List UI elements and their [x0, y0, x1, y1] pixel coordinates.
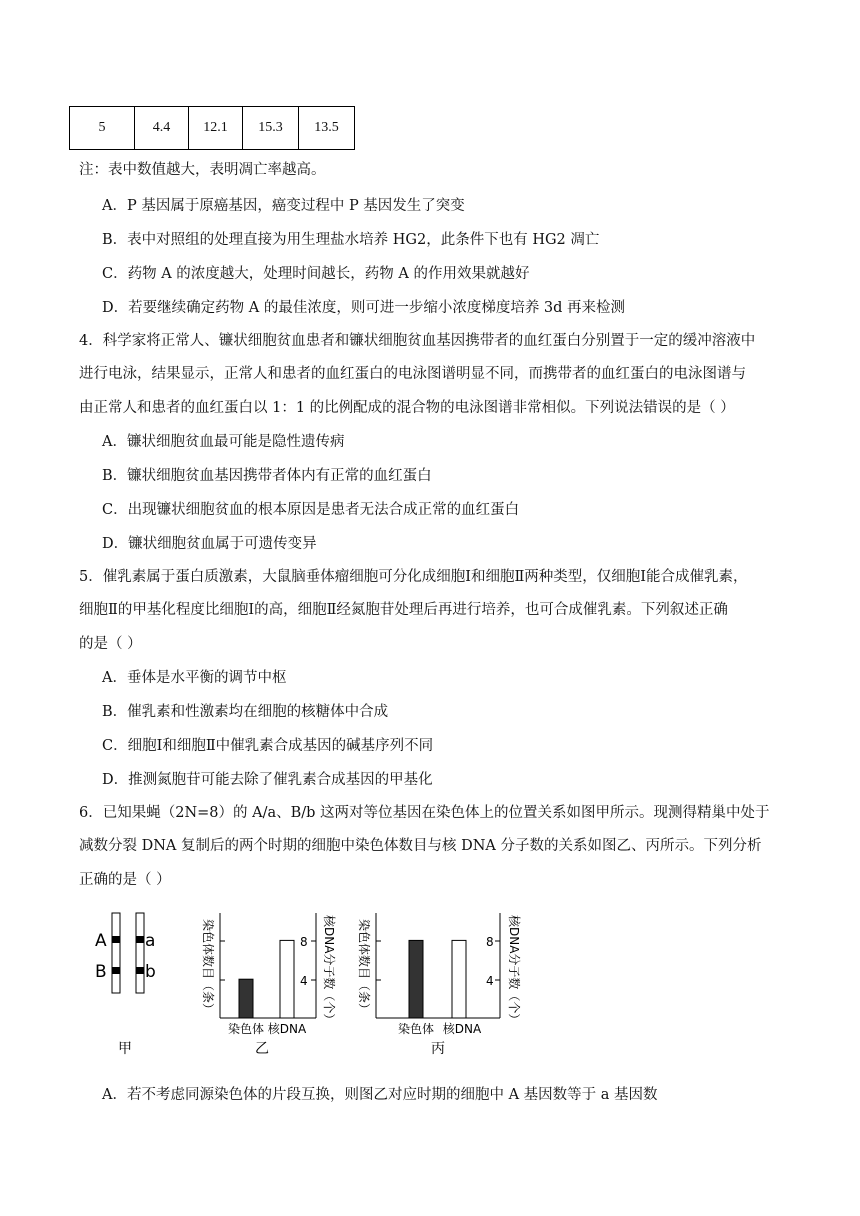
- chromosome-right: [136, 913, 144, 993]
- q3-option-a: A．P 基因属于原癌基因，癌变过程中 P 基因发生了突变: [102, 198, 465, 214]
- bar-nuclear-dna: [452, 940, 466, 1018]
- tick-label-8: 8: [486, 935, 494, 949]
- q4-stem-line: 4．科学家将正常人、镰状细胞贫血患者和镰状细胞贫血基因携带者的血红蛋白分别置于一定的缓冲溶液中: [79, 333, 756, 349]
- q4-option-c: C．出现镰状细胞贫血的根本原因是患者无法合成正常的血红蛋白: [102, 502, 520, 518]
- q4-stem-line: 由正常人和患者的血红蛋白以 1：1 的比例配成的混合物的电泳图谱非常相似。下列说法错误的是（ ）: [79, 400, 735, 416]
- bar-chromosome: [239, 979, 253, 1018]
- gene-label-A: A: [95, 931, 107, 951]
- gene-label-B: B: [95, 962, 107, 982]
- table-cell: 4.4: [135, 107, 189, 150]
- bar-chromosome: [409, 940, 423, 1018]
- gene-locus-B: [112, 967, 120, 974]
- q6-stem-line: 减数分裂 DNA 复制后的两个时期的细胞中染色体数目与核 DNA 分子数的关系如图乙、丙所示。下列分析: [79, 838, 762, 854]
- tick-label-4: 4: [486, 974, 494, 988]
- data-table: [69, 106, 355, 150]
- q5-stem-line: 的是（ ）: [79, 636, 142, 652]
- table-cell: 12.1: [189, 107, 243, 150]
- x-tick-label: 核DNA: [442, 1022, 482, 1036]
- table-cell: 5: [70, 107, 135, 150]
- bar-chart-yi: [201, 913, 337, 1057]
- q3-option-d: D．若要继续确定药物 A 的最佳浓度，则可进一步缩小浓度梯度培养 3d 再来检测: [102, 300, 626, 316]
- chromosome-left: [112, 913, 120, 993]
- bar-nuclear-dna: [280, 940, 294, 1018]
- q5-stem-line: 细胞Ⅱ的甲基化程度比细胞Ⅰ的高，细胞Ⅱ经氮胞苷处理后再进行培养，也可合成催乳素。下列叙述正确: [79, 602, 728, 618]
- q5-option-a: A．垂体是水平衡的调节中枢: [102, 670, 287, 686]
- y-axis-label-right: 核DNA分子数（个）: [322, 915, 336, 1026]
- q3-option-c: C．药物 A 的浓度越大，处理时间越长，药物 A 的作用效果就越好: [102, 266, 530, 282]
- q4-option-d: D．镰状细胞贫血属于可遗传变异: [102, 536, 317, 552]
- figure-caption-jia: 甲: [118, 1041, 132, 1057]
- table-row: [70, 107, 355, 150]
- gene-label-a: a: [145, 931, 156, 951]
- table-cell: 13.5: [299, 107, 355, 150]
- q4-option-b: B．镰状细胞贫血基因携带者体内有正常的血红蛋白: [102, 468, 432, 484]
- q6-stem-line: 6．已知果蝇（2N=8）的 A/a、B/b 这两对等位基因在染色体上的位置关系如图甲所示。现测得精巢中处于: [79, 805, 770, 821]
- q3-option-b: B．表中对照组的处理直接为用生理盐水培养 HG2，此条件下也有 HG2 凋亡: [102, 232, 600, 248]
- table-cell: 15.3: [243, 107, 299, 150]
- q5-option-d: D．推测氮胞苷可能去除了催乳素合成基因的甲基化: [102, 772, 433, 788]
- q4-stem-line: 进行电泳，结果显示，正常人和患者的血红蛋白的电泳图谱明显不同，而携带者的血红蛋白的电泳图谱与: [79, 366, 746, 382]
- gene-label-b: b: [145, 962, 156, 982]
- figure-jia-yi-bing: [0, 900, 860, 1065]
- q6-option-a: A．若不考虑同源染色体的片段互换，则图乙对应时期的细胞中 A 基因数等于 a 基因数: [102, 1087, 658, 1103]
- chart-title-yi: 乙: [255, 1041, 269, 1057]
- q5-option-b: B．催乳素和性激素均在细胞的核糖体中合成: [102, 704, 389, 720]
- chart-title-bing: 丙: [431, 1041, 445, 1057]
- chromosome-diagram-jia: [95, 913, 156, 1057]
- table-note: 注：表中数值越大，表明凋亡率越高。: [79, 162, 326, 178]
- gene-locus-b: [136, 967, 144, 974]
- x-tick-label: 核DNA: [267, 1022, 307, 1036]
- q4-option-a: A．镰状细胞贫血最可能是隐性遗传病: [102, 434, 345, 450]
- y-axis-label-right: 核DNA分子数（个）: [507, 915, 521, 1026]
- tick-label-8: 8: [300, 935, 308, 949]
- gene-locus-A: [112, 936, 120, 943]
- q5-stem-line: 5．催乳素属于蛋白质激素，大鼠脑垂体瘤细胞可分化成细胞Ⅰ和细胞Ⅱ两种类型，仅细胞Ⅰ能合成催乳素，: [79, 569, 748, 585]
- y-axis-label-left: 染色体数目（条）: [201, 919, 215, 1016]
- gene-locus-a: [136, 936, 144, 943]
- tick-label-4: 4: [300, 974, 308, 988]
- bar-chart-bing: [357, 913, 522, 1057]
- x-tick-label: 染色体: [397, 1022, 435, 1036]
- y-axis-label-left: 染色体数目（条）: [357, 919, 371, 1016]
- q6-stem-line: 正确的是（ ）: [79, 872, 171, 888]
- x-tick-label: 染色体: [227, 1022, 265, 1036]
- q5-option-c: C．细胞Ⅰ和细胞Ⅱ中催乳素合成基因的碱基序列不同: [102, 738, 434, 754]
